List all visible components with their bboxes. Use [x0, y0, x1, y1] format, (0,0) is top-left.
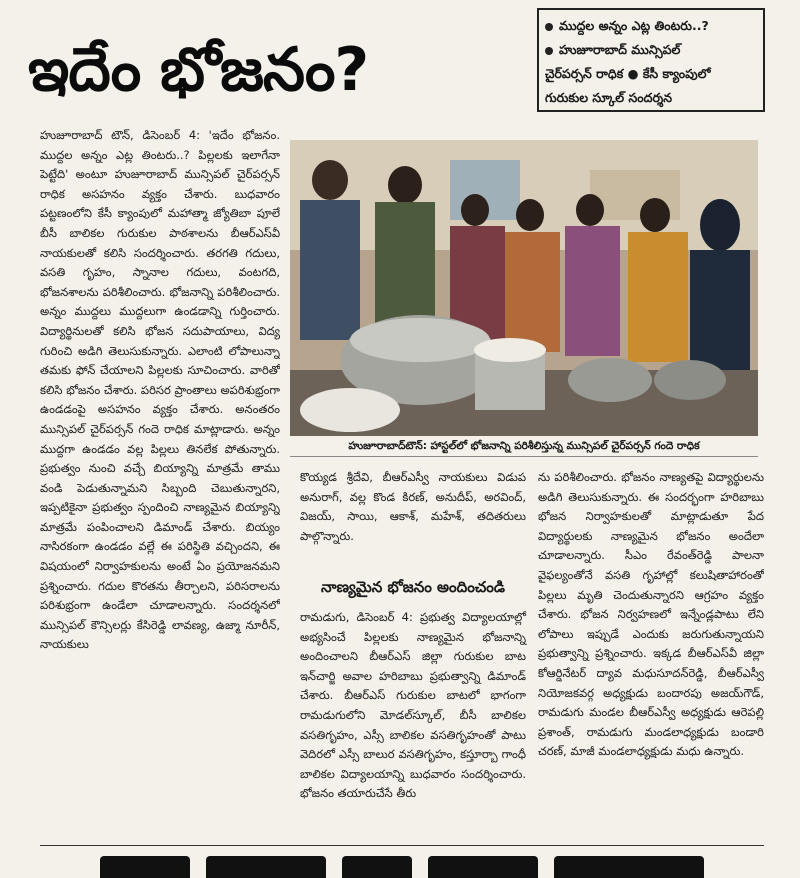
subheadline-line	[545, 38, 757, 62]
subheadline-text: ముద్దల అన్నం ఎట్ల తింటరు..?	[559, 18, 709, 33]
bullet-icon	[545, 23, 553, 31]
divider	[40, 845, 764, 846]
article-column-3	[538, 468, 764, 840]
article-body: రామడుగు, డిసెంబర్ 4: ప్రభుత్వ విద్యాలయాల్లో అభ్యసించే పిల్లలకు నాణ్యమైన భోజనాన్ని అందించాలని బీఆర్‌ఎస్ జిల్లా గురుకుల బాట ఇన్‌చార్జి అవాల హరిబాబు ప్రభుత్వాన్ని డిమాండ్ చేశారు. బీఆర్‌ఎస్ గురుకుల బాటలో భాగంగా రామడుగులోని మోడల్‌స్కూల్, బీసీ బాలికల వసతిగృహం, ఎస్సీ బాలికల వసతిగృహంతో పాటు వెదిరలో ఎస్సీ బాలుర వసతిగృహం, కస్తూర్బా గాంధీ బాలికల విద్యాలయాన్ని బుధవారం సందర్శించారు. భోజనం తయారుచేసే తీరు	[300, 610, 526, 801]
bullet-icon	[545, 47, 553, 55]
article-body: కొయ్యడ శ్రీదేవి, బీఆర్‌ఎస్వీ నాయకులు విడుప అనురాగ్, వల్ల కొండ కిరణ్, అనుదీప్, అరవింద్, విజయ్, సాయి, ఆకాశ్, మహేశ్, తదితరులు పాల్గొన్నారు.	[300, 470, 526, 543]
subheadline-line	[545, 14, 757, 38]
subheadline-box	[537, 8, 765, 112]
article-body: హుజూరాబాద్ టౌన్, డిసెంబర్ 4: 'ఇదేం భోజనం. ముద్దల అన్నం ఎట్ల తింటరు..? పిల్లలకు ఇలాగేనా పెట్టేది' అంటూ హుజూరాబాద్ మున్సిపల్ చైర్‌పర్సన్ రాధిక అసహనం వ్యక్తం చేశారు. బుధవారం పట్టణంలోని కేసీ క్యాంపులో మహాత్మా జ్యోతిబా పూలే బీసీ బాలికల గురుకుల పాఠశాలను బీఆర్‌ఎస్‌వీ నాయకులతో కలిసి సందర్శించారు. తరగతి గదులు, వసతి గృహం, స్నానాల గదులు, వంటగది, భోజనశాలను పరిశీలించారు. భోజనాన్ని పరిశీలించారు. అన్నం ముద్దలు ముద్దలుగా ఉండడాన్ని గుర్తించారు. విద్యార్థినులతో కలిసి భోజన సదుపాయాలు, విద్య గురించి అడిగి తెలుసుకున్నారు. ఎలాంటి లోపాలున్నా తమకు ఫోన్ చేయాలని పిల్లలకు సూచించారు. వారితో కలిసి భోజనం చేశారు. పరిసర ప్రాంతాలు అపరిశుభ్రంగా ఉండడంపై అసహనం వ్యక్తం చేశారు. అనంతరం మున్సిపల్ చైర్‌పర్సన్ గందె రాధిక మాట్లాడారు. అన్నం ముద్దగా ఉండడం వల్ల పిల్లలు తినలేక పోతున్నారు. ప్రభుత్వం నుంచి వచ్చే బియ్యాన్ని మాత్రమే తాము వండి పెడుతున్నామని సిబ్బంది చెబుతున్నారని, ఇప్పటికైనా ప్రభుత్వం స్పందించి నాణ్యమైన బియ్యాన్ని మాత్రమే పంపించాలని డిమాండ్ చేశారు. బియ్యం నాసిరకంగా ఉండడం వల్లే ఈ పరిస్థితి వచ్చిందని, ఈ విషయంలో నిర్వాహకులను అంటే ఏం ప్రయోజనమని ప్రశ్నించారు. గదుల కొరతను తీర్చాలని, పరిసరాలను పరిశుభ్రంగా ఉండేలా చూడాలన్నారు. సందర్శనలో మున్సిపల్ కౌన్సిలర్లు కేసిరెడ్డి లావణ్య, ఉజ్మా నూరీన్, నాయకులు	[40, 128, 280, 652]
article-column-2-top	[300, 468, 526, 568]
headline: ఇదేం భోజనం?	[28, 35, 369, 105]
article-column-2-bottom	[300, 608, 526, 840]
news-photo	[290, 140, 758, 436]
subheadline-line: చైర్‌పర్సన్ రాధిక ● కేసీ క్యాంపులో	[545, 66, 711, 81]
article-body: ను పరిశీలించారు. భోజనం నాణ్యతపై విద్యార్థులను అడిగి తెలుసుకున్నారు. ఈ సందర్భంగా హరిబాబు భోజన నిర్వాహకులతో మాట్లాడుతూ పేద విద్యార్థులకు నాణ్యమైన భోజనం అందేలా చూడాలన్నారు. సీఎం రేవంత్‌రెడ్డి పాలనా వైఫల్యంతోనే వసతి గృహాల్లో కలుషితాహారంతో పిల్లలు మృతి చెందుతున్నారని ఆగ్రహం వ్యక్తం చేశారు. భోజన నిర్వహణలో ఇన్నేండ్లపాటు లేని లోపాలు ఇప్పుడే ఎందుకు జరుగుతున్నాయని ప్రభుత్వాన్ని ప్రశ్నించారు. ఇక్కడ బీఆర్‌ఎస్‌వీ జిల్లా కోఆర్డినేటర్ ద్యావ మధుసూదన్‌రెడ్డి, బీఆర్‌ఎస్వీ నియోజకవర్గ అధ్యక్షుడు బందారపు అజయ్‌గౌడ్, రామడుగు మండల బీఆర్‌ఎస్వీ అధ్యక్షుడు ఆరెపల్లి ప్రశాంత్, రామడుగు మండలాధ్యక్షుడు బండారి చరణ్, మాజీ మండలాధ్యక్షుడు మధు ఉన్నారు.	[538, 470, 764, 759]
next-headline-cutoff	[100, 856, 750, 878]
subheadline-text: హుజూరాబాద్ మున్సిపల్	[559, 42, 681, 57]
article2-heading: నాణ్యమైన భోజనం అందించండి	[321, 578, 505, 596]
kitchen-photo-illustration	[290, 140, 758, 436]
article-column-1	[40, 126, 280, 846]
photo-caption: హుజూరాబాద్‌టౌన్: హాస్టల్‌లో భోజనాన్ని పరిశీలిస్తున్న మున్సిపల్ చైర్‌పర్సన్ గందె రాధిక	[290, 436, 758, 457]
subheadline-line: గురుకుల స్కూల్ సందర్శన	[545, 90, 672, 105]
